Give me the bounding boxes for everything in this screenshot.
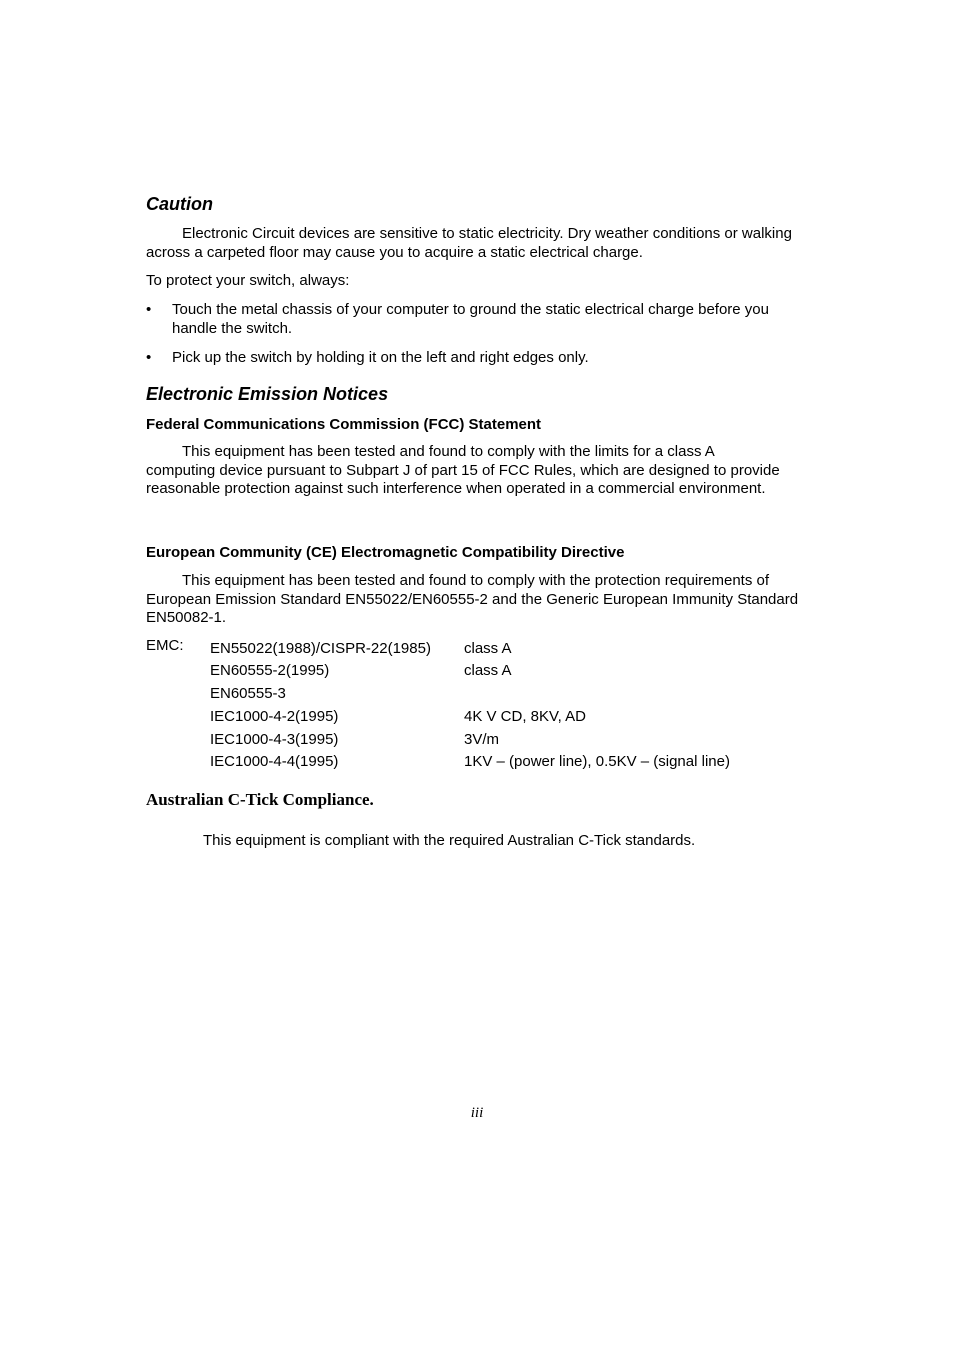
emc-value: 1KV – (power line), 0.5KV – (signal line) bbox=[464, 753, 730, 770]
ce-heading: European Community (CE) Electromagnetic Compatibility Directive bbox=[146, 544, 625, 561]
emc-standard: IEC1000-4-2(1995) bbox=[210, 708, 339, 725]
emc-standard: IEC1000-4-3(1995) bbox=[210, 731, 339, 748]
caution-protect-line: To protect your switch, always: bbox=[146, 272, 350, 289]
emc-standard: EN55022(1988)/CISPR-22(1985) bbox=[210, 640, 431, 657]
emc-standard: IEC1000-4-4(1995) bbox=[210, 753, 339, 770]
emc-value: class A bbox=[464, 640, 512, 657]
australia-text: This equipment is compliant with the required Australian C-Tick standards. bbox=[203, 832, 696, 849]
emc-table bbox=[146, 636, 814, 776]
fcc-text: This equipment has been tested and found to comply with the limits for a class A computing device pursuant to Subpart J of part 15 of FCC Rules, which are designed to provide reasonable protection against such interference when operated in a commercial environment. bbox=[146, 443, 780, 497]
ce-text: This equipment has been tested and found to comply with the protection requirements of European Emission Standard EN55022/EN60555-2 and the Generic European Immunity Standard EN50082-1. bbox=[146, 572, 799, 626]
caution-intro: Electronic Circuit devices are sensitive to static electricity. Dry weather conditions or walking across a carpeted floor may cause you to acquire a static electrical charge. bbox=[146, 225, 792, 261]
australia-heading: Australian C-Tick Compliance. bbox=[146, 790, 374, 809]
emc-value: 4K V CD, 8KV, AD bbox=[464, 708, 587, 725]
bullet-text: Pick up the switch by holding it on the left and right edges only. bbox=[172, 349, 589, 366]
emc-value: class A bbox=[464, 662, 512, 679]
emc-label: EMC: bbox=[146, 637, 184, 654]
caution-heading: Caution bbox=[146, 194, 213, 214]
bullet-icon: • bbox=[146, 301, 152, 318]
bullet-icon: • bbox=[146, 349, 152, 366]
emc-standard: EN60555-3 bbox=[210, 685, 286, 702]
emc-standard: EN60555-2(1995) bbox=[210, 662, 330, 679]
emc-value: 3V/m bbox=[464, 731, 500, 748]
fcc-heading: Federal Communications Commission (FCC) Statement bbox=[146, 416, 542, 433]
page-number: iii bbox=[470, 1105, 484, 1121]
emission-heading: Electronic Emission Notices bbox=[146, 384, 389, 404]
bullet-text: Touch the metal chassis of your computer to ground the static electrical charge before you handle the switch. bbox=[172, 301, 769, 337]
